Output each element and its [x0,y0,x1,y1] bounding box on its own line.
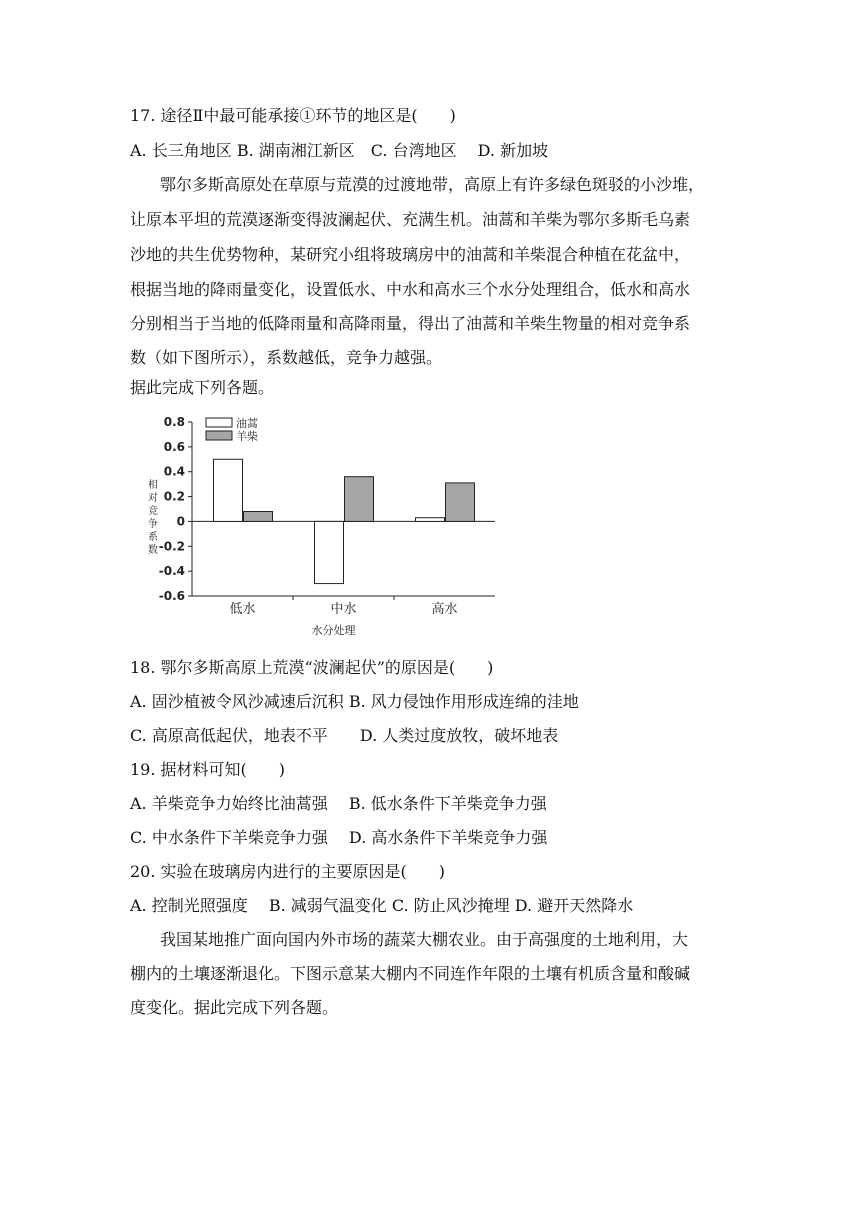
y-tick-label: -0.6 [158,589,185,603]
chart-svg [140,408,500,640]
legend-label: 羊柴 [236,430,258,443]
passage1-line: 根据当地的降雨量变化，设置低水、中水和高水三个水分处理组合，低水和高水 [130,280,691,299]
y-axis-label-char: 争 [148,519,158,530]
q18-options-ab: A. 固沙植被令风沙减速后沉积 B. 风力侵蚀作用形成连绵的洼地 [130,692,579,711]
y-tick-label: -0.2 [158,539,185,554]
bar [244,511,273,521]
passage1-line: 分别相当于当地的低降雨量和高降雨量，得出了油蒿和羊柴生物量的相对竞争系 [130,314,691,333]
y-axis-label-char: 系 [148,532,158,543]
passage1-line: 鄂尔多斯高原处在草原与荒漠的过渡地带，高原上有许多绿色斑驳的小沙堆， [160,175,705,194]
passage2-line: 我国某地推广面向国内外市场的蔬菜大棚农业。由于高强度的土地利用，大 [160,930,689,949]
q19-options-cd: C. 中水条件下羊柴竞争力强 D. 高水条件下羊柴竞争力强 [130,828,548,847]
y-tick-label: 0.4 [163,464,185,479]
passage1-line: 数（如下图所示），系数越低，竞争力越强。 [130,348,443,367]
y-tick-label: 0 [176,514,185,529]
y-axis-label-char: 数 [148,545,158,556]
x-tick-label: 高水 [431,602,458,617]
bar [315,521,344,583]
q17-stem: 17. 途径Ⅱ中最可能承接①环节的地区是( ) [130,106,456,125]
y-axis-label-char: 竞 [148,506,158,517]
bar [446,483,475,522]
passage1-line: 沙地的共生优势物种，某研究小组将玻璃房中的油蒿和羊柴混合种植在花盆中， [130,245,691,264]
x-tick-label: 低水 [229,602,256,617]
y-tick-label: 0.8 [163,415,185,429]
q20-options: A. 控制光照强度 B. 减弱气温变化 C. 防止风沙掩埋 D. 避开天然降水 [130,896,634,915]
legend-swatch [206,418,232,427]
y-tick-label: -0.4 [158,564,185,579]
q18-options-cd: C. 高原高低起伏，地表不平 D. 人类过度放牧，破坏地表 [130,726,559,745]
bar [345,477,374,522]
passage1-line: 让原本平坦的荒漠逐渐变得波澜起伏、充满生机。油蒿和羊柴为鄂尔多斯毛乌素 [130,210,691,229]
passage2-line: 棚内的土壤逐渐退化。下图示意某大棚内不同连作年限的土壤有机质含量和酸碱 [130,964,691,983]
y-axis-label-char: 对 [148,493,158,504]
x-tick-label: 中水 [330,602,357,617]
q18-stem: 18. 鄂尔多斯高原上荒漠“波澜起伏”的原因是( ) [130,658,494,677]
y-tick-label: 0.6 [163,439,185,454]
q17-options: A. 长三角地区 B. 湖南湘江新区 C. 台湾地区 D. 新加坡 [130,141,549,160]
bar [214,459,243,521]
passage2-line: 度变化。据此完成下列各题。 [130,998,339,1017]
bar [416,518,445,522]
legend-swatch [206,431,232,440]
q19-options-ab: A. 羊柴竞争力始终比油蒿强 B. 低水条件下羊柴竞争力强 [130,794,547,813]
y-tick-label: 0.2 [163,489,185,504]
x-axis-label: 水分处理 [311,624,356,637]
q20-stem: 20. 实验在玻璃房内进行的主要原因是( ) [130,862,446,881]
legend-label: 油蒿 [236,417,258,430]
q19-stem: 19. 据材料可知( ) [130,760,286,779]
y-axis-label-char: 相 [148,480,158,491]
competition-bar-chart [140,408,500,640]
instruction: 据此完成下列各题。 [130,378,275,397]
